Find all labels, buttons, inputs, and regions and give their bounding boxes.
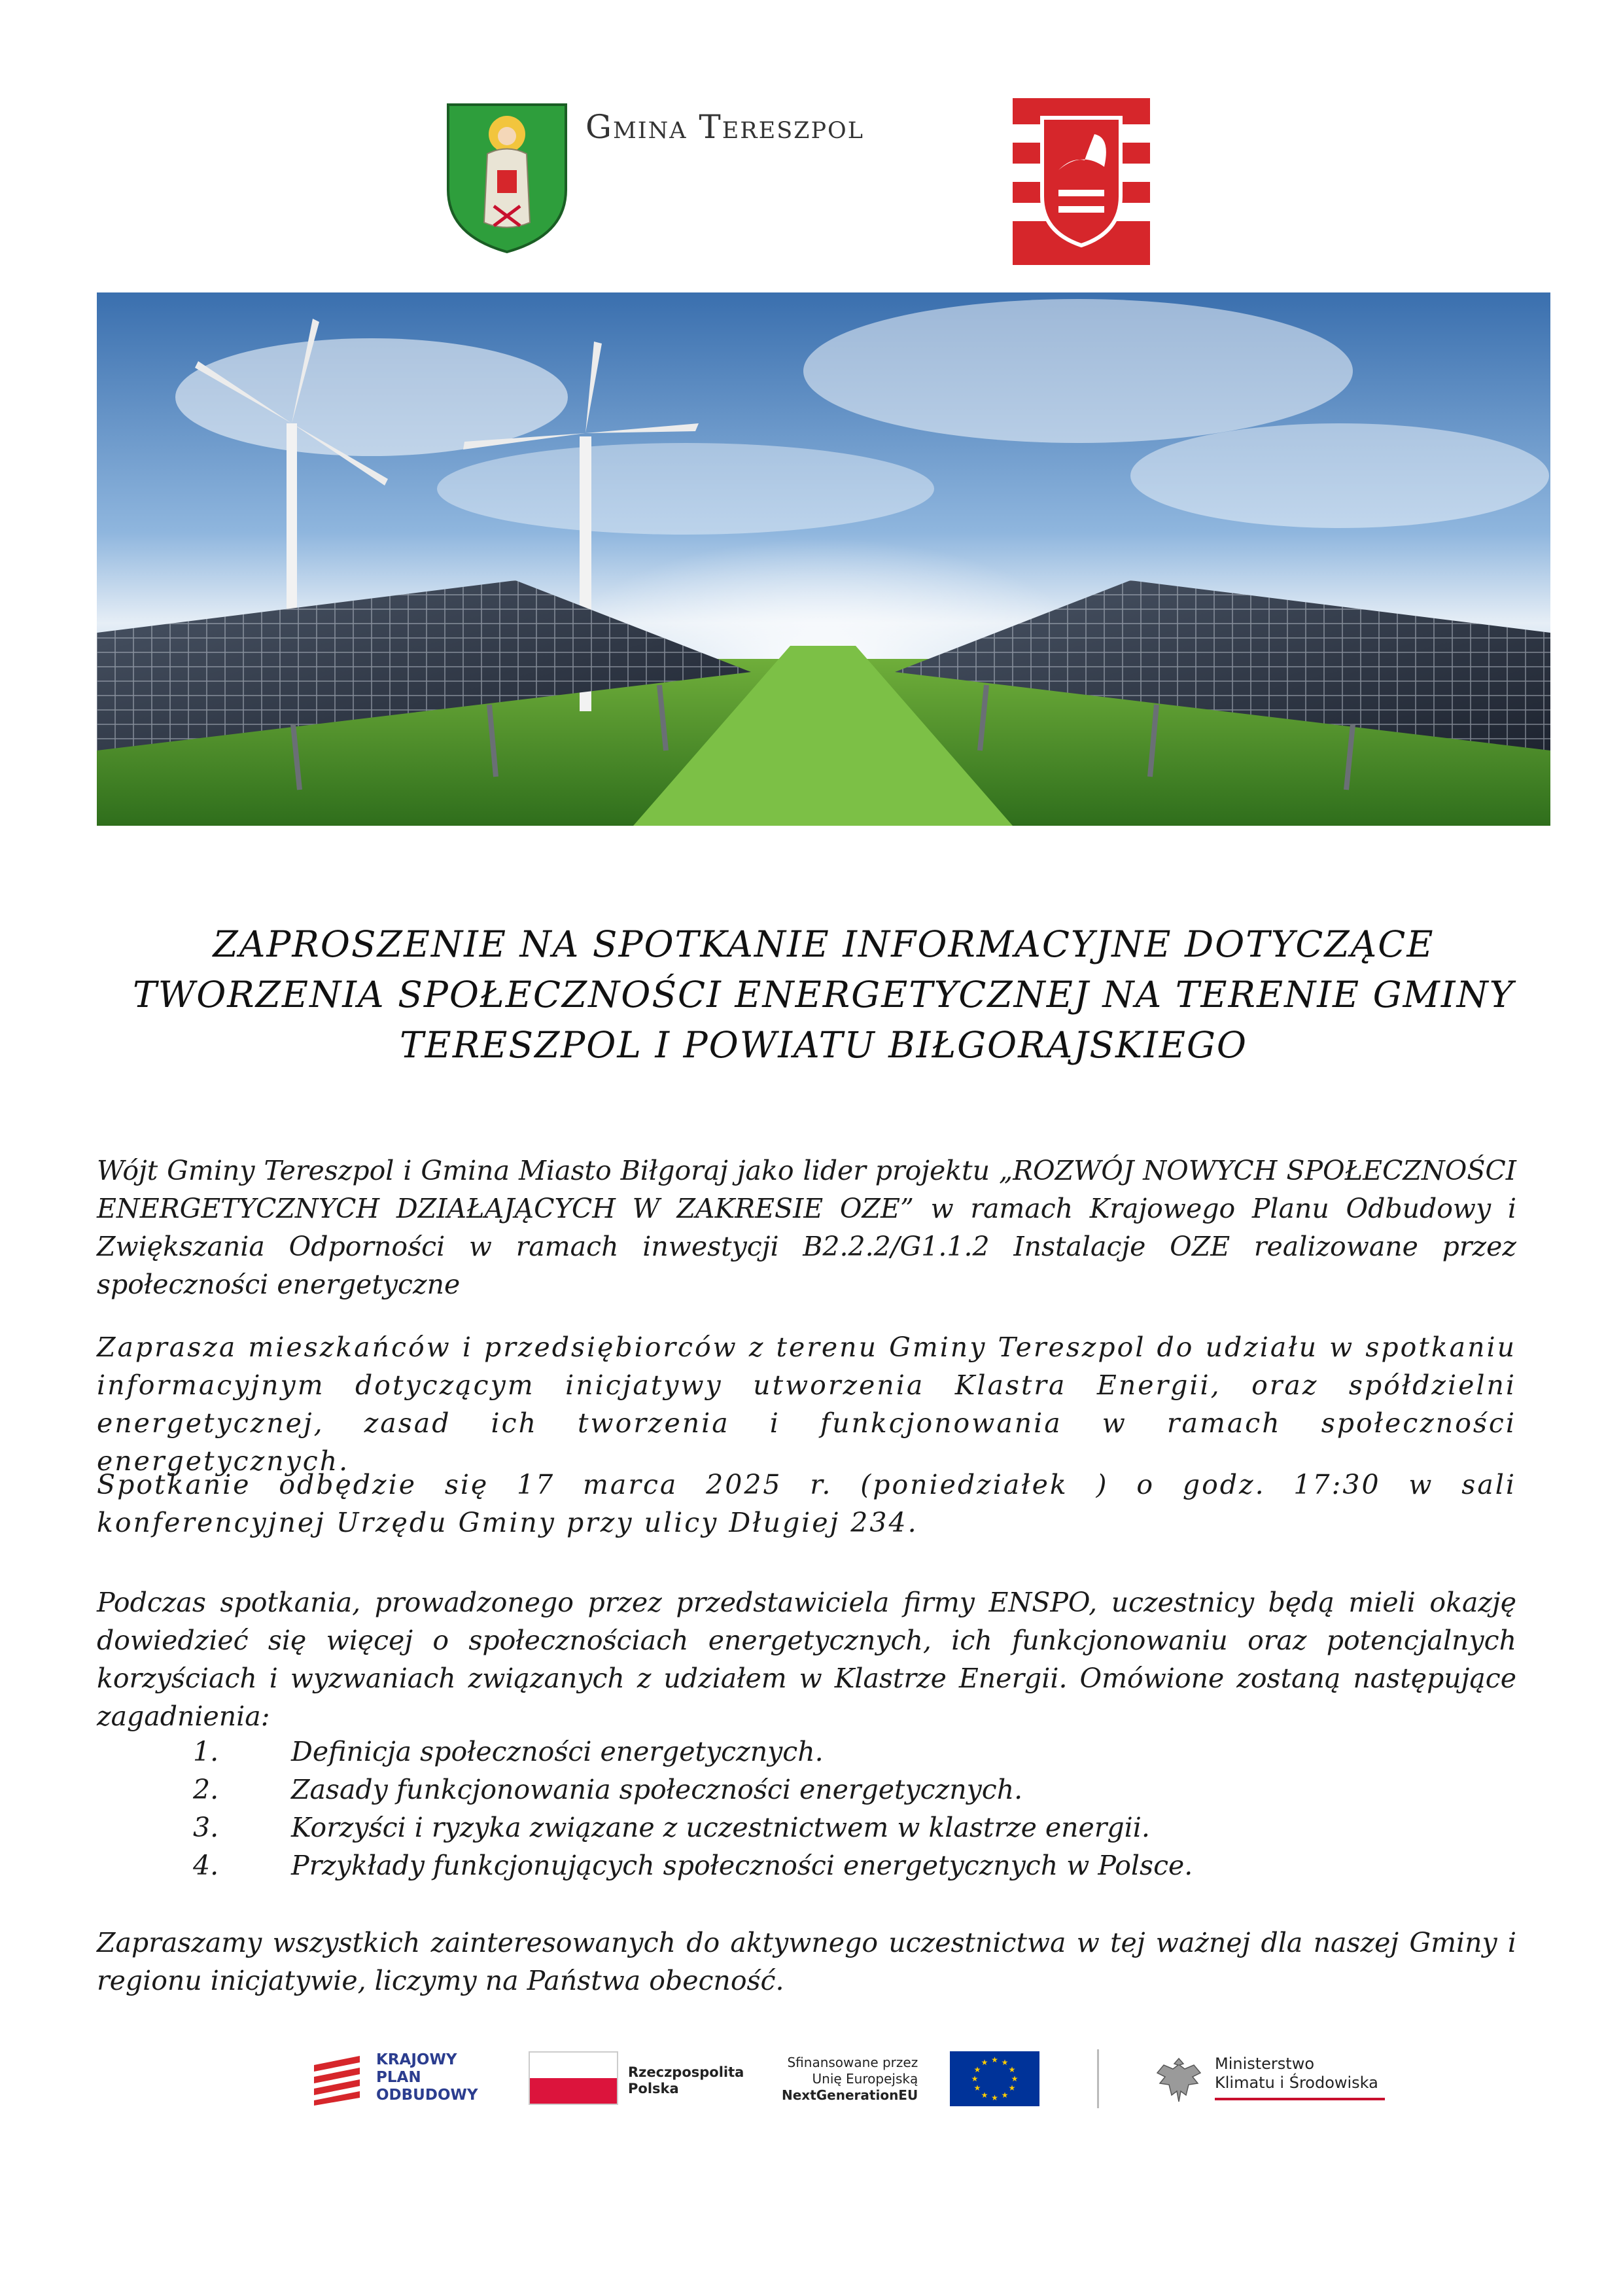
svg-text:★: ★ xyxy=(973,2083,981,2093)
powiat-bilgoraj-coat-of-arms xyxy=(1013,98,1150,265)
ministry-line: Klimatu i Środowiska xyxy=(1215,2074,1378,2092)
ministry-line: Ministerstwo xyxy=(1215,2055,1315,2073)
paragraph-organizer: Wójt Gminy Tereszpol i Gmina Miasto Biłgoraj jako lider projektu „ROZWÓJ NOWYCH SPOŁECZNOŚCI ENERGETYCZNYCH DZIAŁAJĄCYCH W ZAKRESIE OZE” w ramach Krajowego Planu Odbudowy i Zwiększania Odporności w ramach inwestycji B2.2.2/G1.1.2 Instalacje OZE realizowane przez społeczności energetyczne xyxy=(97,1155,1516,1300)
eu-line: Sfinansowane przez xyxy=(787,2055,918,2070)
gmina-tereszpol-coat-of-arms xyxy=(442,98,572,255)
list-item xyxy=(193,1771,1501,1809)
list-item-text: Definicja społeczności energetycznych. xyxy=(291,1736,824,1767)
kpo-line: KRAJOWY xyxy=(376,2051,457,2068)
ministry-underline xyxy=(1215,2098,1385,2100)
svg-text:★: ★ xyxy=(1001,2091,1009,2100)
list-item xyxy=(193,1809,1501,1846)
paragraph-agenda-intro: Podczas spotkania, prowadzonego przez przedstawiciela firmy ENSPO, uczestnicy będą mieli okazję dowiedzieć się więcej o społecznościach energetycznych, ich funkcjonowaniu oraz potencjalnych korzyściach i wyzwaniach związanych z udziałem w Klastrze Energii. Omówione zostaną następujące zagadnienia: xyxy=(97,1587,1516,1732)
paragraph-meeting-details: Spotkanie odbędzie się 17 marca 2025 r. (poniedziałek ) o godz. 17:30 w sali konferencyjnej Urzędu Gminy przy ulicy Długiej 234. xyxy=(97,1469,1516,1538)
svg-text:★: ★ xyxy=(991,2055,998,2064)
title-line-2: TWORZENIA SPOŁECZNOŚCI ENERGETYCZNEJ NA TERENIE GMINY xyxy=(133,974,1514,1016)
svg-text:★: ★ xyxy=(971,2074,979,2083)
kpo-logo-icon xyxy=(307,2053,366,2106)
pl-line: Polska xyxy=(628,2081,679,2096)
title-line-3: TERESZPOL I POWIATU BIŁGORAJSKIEGO xyxy=(400,1024,1248,1066)
pl-line: Rzeczpospolita xyxy=(628,2064,744,2080)
svg-text:★: ★ xyxy=(1008,2083,1016,2093)
eu-line: NextGenerationEU xyxy=(782,2087,918,2103)
hero-image-solar-wind xyxy=(97,292,1550,826)
list-item-number: 1. xyxy=(193,1736,219,1767)
list-item-number: 2. xyxy=(193,1774,219,1805)
list-item-text: Przykłady funkcjonujących społeczności energetycznych w Polsce. xyxy=(291,1850,1193,1881)
kpo-line: PLAN xyxy=(376,2069,421,2086)
list-item-number: 4. xyxy=(193,1850,219,1881)
svg-text:★: ★ xyxy=(1001,2058,1009,2067)
svg-text:★: ★ xyxy=(981,2058,988,2067)
invitation-title xyxy=(97,919,1550,1070)
svg-text:★: ★ xyxy=(991,2093,998,2102)
rzeczpospolita-text xyxy=(628,2064,744,2097)
agenda-list xyxy=(193,1733,1501,1884)
svg-text:★: ★ xyxy=(1011,2074,1019,2083)
list-item-text: Korzyści i ryzyka związane z uczestnictwem w klastrze energii. xyxy=(291,1812,1150,1843)
paragraph-invitation: Zaprasza mieszkańców i przedsiębiorców z terenu Gminy Tereszpol do udziału w spotkaniu informacyjnym dotyczącym inicjatywy utworzenia Klastra Energii, oraz spółdzielni energetycznej, zasad ich tworzenia i funkcjonowania w ramach społeczności energetycznych. xyxy=(97,1332,1516,1477)
kpo-line: ODBUDOWY xyxy=(376,2087,478,2104)
list-item xyxy=(193,1733,1501,1771)
list-item-number: 3. xyxy=(193,1812,219,1843)
list-item-text: Zasady funkcjonowania społeczności energetycznych. xyxy=(291,1774,1023,1805)
eu-flag-icon xyxy=(950,2051,1039,2106)
svg-text:★: ★ xyxy=(973,2065,981,2074)
ministry-text xyxy=(1215,2055,1378,2093)
gmina-name: Gmina Tereszpol xyxy=(585,108,864,146)
footer-divider xyxy=(1097,2049,1099,2108)
poland-flag-icon xyxy=(529,2051,618,2105)
eu-funding-text xyxy=(782,2055,918,2104)
polish-eagle-icon xyxy=(1155,2055,1204,2106)
kpo-text xyxy=(376,2051,478,2104)
list-item xyxy=(193,1846,1501,1884)
eu-line: Unię Europejską xyxy=(812,2071,918,2087)
paragraph-closing: Zapraszamy wszystkich zainteresowanych do aktywnego uczestnictwa w tej ważnej dla naszej Gminy i regionu inicjatywie, liczymy na Państwa obecność. xyxy=(97,1927,1516,1996)
svg-text:★: ★ xyxy=(1008,2065,1016,2074)
title-line-1: ZAPROSZENIE NA SPOTKANIE INFORMACYJNE DOTYCZĄCE xyxy=(213,923,1435,965)
svg-text:★: ★ xyxy=(981,2091,988,2100)
